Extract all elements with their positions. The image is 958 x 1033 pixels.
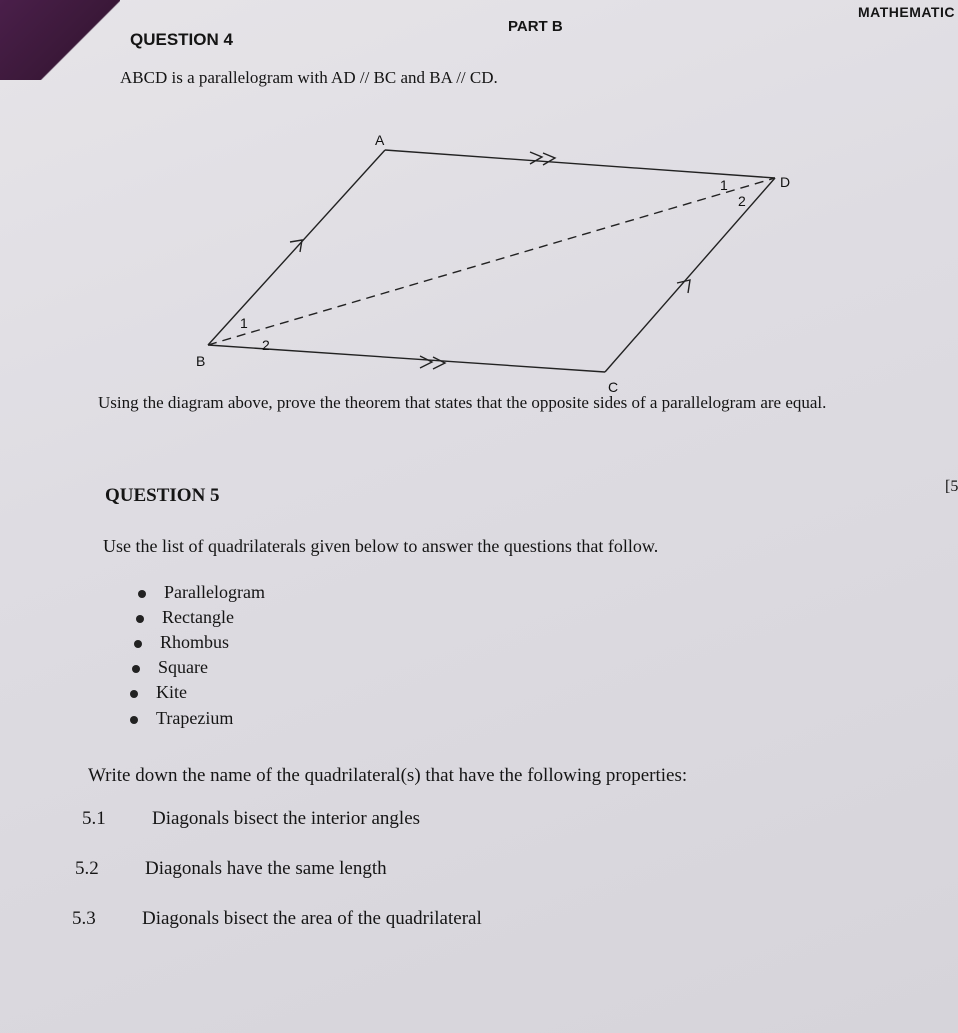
arrow-mark-ad-1 bbox=[530, 152, 542, 164]
sub-question-text: Diagonals bisect the interior angles bbox=[152, 808, 421, 829]
vertex-label-a: A bbox=[375, 132, 385, 148]
list-item: Square bbox=[132, 657, 208, 678]
arrow-mark-ad-2 bbox=[543, 153, 555, 165]
sub-question bbox=[75, 858, 387, 880]
sub-question-number: 5.3 bbox=[72, 908, 96, 929]
sub-question-text: Diagonals bisect the area of the quadrilateral bbox=[142, 908, 482, 929]
bullet-icon bbox=[136, 615, 144, 623]
side-ba bbox=[208, 150, 385, 345]
list-item: Rhombus bbox=[134, 632, 229, 653]
bullet-icon bbox=[130, 716, 138, 724]
bullet-icon bbox=[134, 640, 142, 648]
bullet-icon bbox=[132, 665, 140, 673]
question4-marks: [5 bbox=[945, 478, 958, 495]
list-item: Kite bbox=[130, 682, 187, 703]
vertex-label-b: B bbox=[196, 353, 206, 369]
list-item: Parallelogram bbox=[138, 582, 265, 603]
question4-prompt: Using the diagram above, prove the theorem that states that the opposite sides of a parallelogram are equal. bbox=[98, 393, 827, 412]
subject-header: MATHEMATIC bbox=[857, 4, 955, 20]
part-header: PART B bbox=[508, 18, 563, 35]
question5-title: QUESTION 5 bbox=[105, 485, 220, 506]
vertex-label-c: C bbox=[608, 379, 619, 395]
arrow-mark-bc-1 bbox=[420, 356, 432, 368]
sub-question bbox=[72, 908, 482, 930]
diagonal-bd bbox=[208, 178, 775, 345]
question4-title: QUESTION 4 bbox=[130, 30, 233, 49]
angle-label-d1: 1 bbox=[720, 177, 728, 193]
side-dc bbox=[605, 178, 775, 372]
sub-question-text: Diagonals have the same length bbox=[145, 858, 387, 879]
vertex-label-d: D bbox=[780, 174, 791, 190]
list-item: Rectangle bbox=[136, 607, 234, 628]
arrow-mark-ba bbox=[290, 240, 302, 252]
side-ad bbox=[385, 150, 775, 178]
question4-intro: ABCD is a parallelogram with AD // BC and BA // CD. bbox=[120, 68, 498, 87]
bullet-icon bbox=[138, 590, 146, 598]
sub-question-number: 5.1 bbox=[82, 808, 106, 829]
sub-question-number: 5.2 bbox=[75, 858, 99, 879]
question5-intro: Use the list of quadrilaterals given below to answer the questions that follow. bbox=[103, 536, 659, 556]
arrow-mark-dc bbox=[677, 280, 690, 293]
arrow-mark-bc-2 bbox=[433, 357, 445, 369]
angle-label-d2: 2 bbox=[738, 193, 746, 209]
angle-label-b2: 2 bbox=[262, 337, 270, 353]
sub-question bbox=[82, 808, 420, 830]
angle-label-b1: 1 bbox=[240, 315, 248, 331]
list-item: Trapezium bbox=[130, 708, 233, 729]
bullet-icon bbox=[130, 690, 138, 698]
question5-instruction: Write down the name of the quadrilateral(s) that have the following properties: bbox=[88, 765, 688, 786]
